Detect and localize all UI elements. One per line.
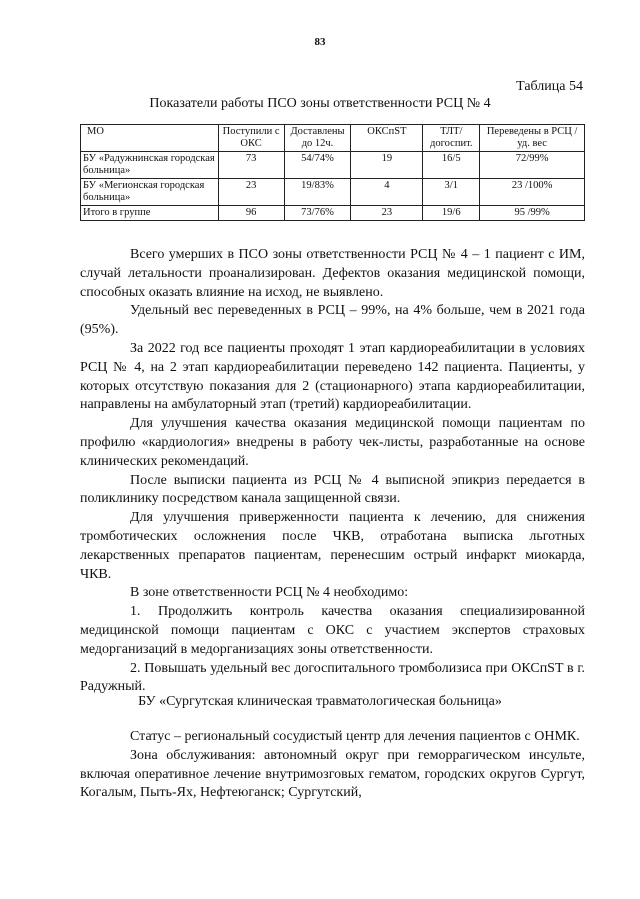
paragraph: За 2022 год все пациенты проходят 1 этап кардиореабилитации в условиях РСЦ № 4, на 2 этап кардиореабилитации переведено 142 пациента. Пациенты, у которых отсутствую показания для 2 (стационарного) этапа кардиореабилитации, направлены на амбулаторный этап (третий) кардиореабилитации.	[80, 340, 585, 413]
paragraph: После выписки пациента из РСЦ № 4 выписной эпикриз передается в поликлинику посредством канала защищенной связи.	[80, 472, 585, 507]
paragraph: Для улучшения приверженности пациента к лечению, для снижения тромботических осложнения после ЧКВ, отработана выписка льготных лекарственных препаратов пациентам, перенесшим острый инфаркт миокарда, ЧКВ.	[80, 510, 585, 582]
cell-mo: БУ «Мегионская городская больница»	[81, 179, 219, 206]
cell-tlt: 19/6	[423, 206, 480, 221]
table-row	[81, 152, 585, 179]
header-mo: МО	[81, 125, 219, 152]
cell-okspst: 4	[351, 179, 423, 206]
cell-tlt: 3/1	[423, 179, 480, 206]
header-transferred: Переведены в РСЦ / уд. вес	[480, 125, 585, 152]
header-tlt: ТЛТ/ догоспит.	[423, 125, 480, 152]
cell-delivered: 54/74%	[284, 152, 351, 179]
paragraph: Статус – региональный сосудистый центр для лечения пациентов с ОНМК.	[130, 729, 580, 744]
section-heading: БУ «Сургутская клиническая травматологическая больница»	[138, 694, 502, 709]
table-caption: Таблица 54	[516, 79, 583, 94]
header-admitted: Поступили с ОКС	[218, 125, 284, 152]
page-number: 83	[314, 36, 326, 48]
cell-mo: Итого в группе	[81, 206, 219, 221]
paragraph: Для улучшения качества оказания медицинской помощи пациентам по профилю «кардиология» внедрены в работу чек-листы, разработанные на основе клинических рекомендаций.	[80, 416, 585, 469]
table-row	[81, 179, 585, 206]
list-item: 1. Продолжить контроль качества оказания специализированной медицинской помощи пациентам с ОКС с участием экспертов страховых медорганизаций в медорганизациях зоны ответственности.	[80, 604, 585, 657]
cell-okspst: 19	[351, 152, 423, 179]
cell-transferred: 23 /100%	[480, 179, 585, 206]
cell-transferred: 95 /99%	[480, 206, 585, 221]
paragraph: Зона обслуживания: автономный округ при геморрагическом инсульте, включая оперативное лечение внутримозговых гематом, городских округов Сургут, Когалым, Пыть-Ях, Нефтеюганск; Сургутский,	[80, 747, 585, 801]
list-item: 2. Повышать удельный вес догоспитального тромболизиса при ОКСпST в г. Радужный.	[80, 660, 585, 695]
cell-mo: БУ «Радужнинская городская больница»	[81, 152, 219, 179]
cell-admitted: 73	[218, 152, 284, 179]
cell-delivered: 19/83%	[284, 179, 351, 206]
cell-admitted: 96	[218, 206, 284, 221]
header-okspst: ОКСпST	[351, 125, 423, 152]
paragraph: Всего умерших в ПСО зоны ответственности РСЦ № 4 – 1 пациент с ИМ, случай летальности проанализирован. Дефектов оказания медицинской помощи, способных оказать влияние на исход, не выявлено.	[80, 247, 585, 300]
table-header-row	[81, 125, 585, 152]
table-title: Показатели работы ПСО зоны ответственности РСЦ № 4	[149, 96, 491, 111]
pso-indicators-table	[80, 124, 585, 221]
cell-transferred: 72/99%	[480, 152, 585, 179]
header-delivered-12h: Доставлены до 12ч.	[284, 125, 351, 152]
cell-tlt: 16/5	[423, 152, 480, 179]
cell-delivered: 73/76%	[284, 206, 351, 221]
paragraph: В зоне ответственности РСЦ № 4 необходимо:	[130, 585, 409, 601]
cell-okspst: 23	[351, 206, 423, 221]
body-text-block	[80, 246, 585, 697]
table-total-row	[81, 206, 585, 221]
body-text-block-2	[80, 728, 585, 803]
paragraph: Удельный вес переведенных в РСЦ – 99%, на 4% больше, чем в 2021 года (95%).	[80, 303, 585, 338]
cell-admitted: 23	[218, 179, 284, 206]
